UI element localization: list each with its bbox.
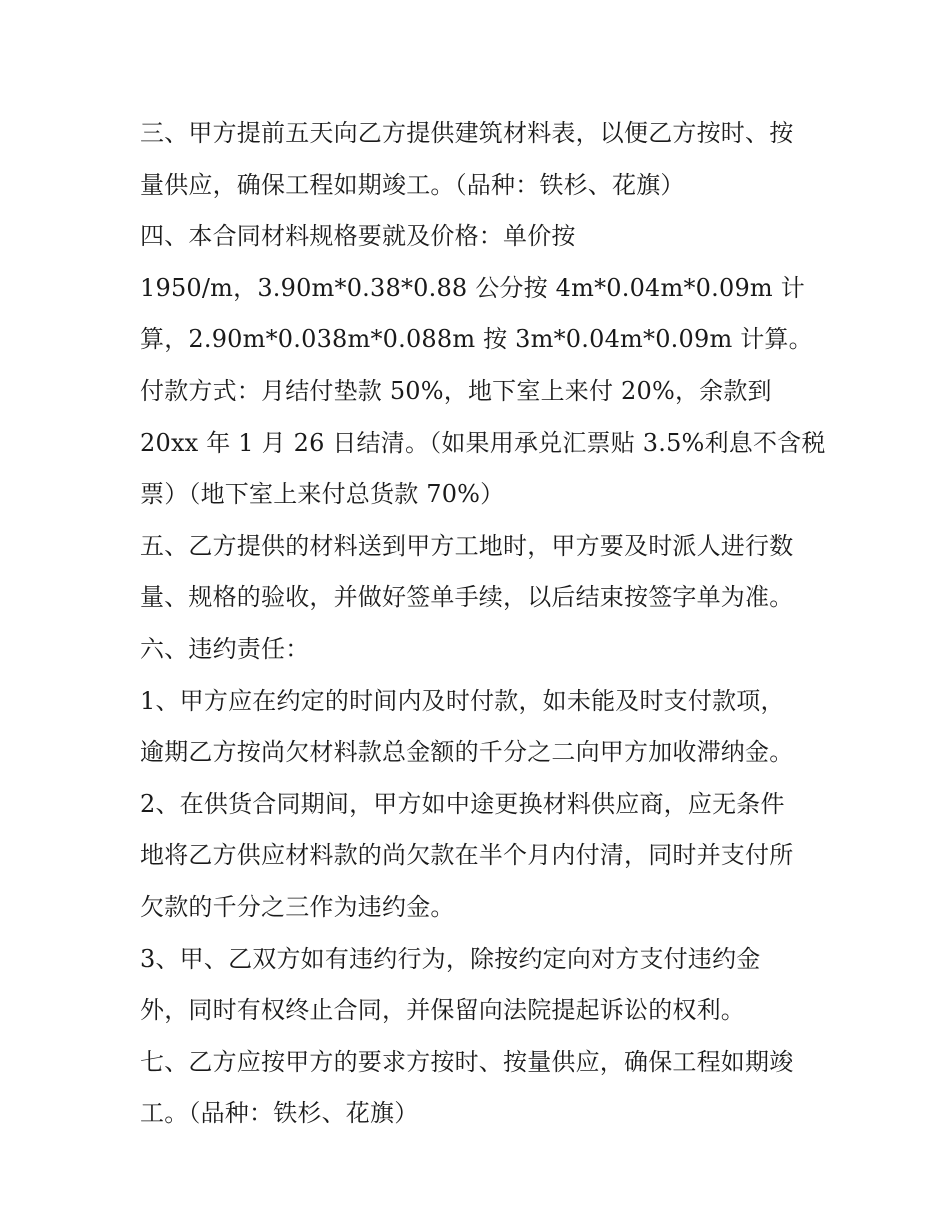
text-line: 票）（地下室上来付总货款 70%） [140, 480, 505, 509]
text-line: 地将乙方供应材料款的尚欠款在半个月内付清，同时并支付所 [140, 841, 794, 870]
text-line: 3、甲、乙双方如有违约行为，除按约定向对方支付违约金 [140, 944, 761, 973]
text-line: 七、乙方应按甲方的要求方按时、按量供应，确保工程如期竣 [140, 1047, 794, 1076]
text-line: 量供应，确保工程如期竣工。（品种：铁杉、花旗） [140, 170, 685, 199]
text-line: 量、规格的验收，并做好签单手续，以后结束按签字单为准。 [140, 583, 794, 612]
text-line: 三、甲方提前五天向乙方提供建筑材料表，以便乙方按时、按 [140, 119, 794, 147]
text-line: 欠款的千分之三作为违约金。 [140, 892, 455, 921]
text-line: 2、在供货合同期间，甲方如中途更换材料供应商，应无条件 [140, 789, 785, 818]
contract-text-block [140, 108, 830, 1140]
text-line: 六、违约责任： [140, 634, 310, 663]
text-line: 外，同时有权终止合同，并保留向法院提起诉讼的权利。 [140, 996, 745, 1025]
text-line: 逾期乙方按尚欠材料款总金额的千分之二向甲方加收滞纳金。 [140, 738, 794, 767]
text-line: 1950/m，3.90m*0.38*0.88 公分按 4m*0.04m*0.09m 计 [140, 273, 805, 302]
text-line: 工。（品种：铁杉、花旗） [140, 1099, 419, 1128]
text-line: 算，2.90m*0.038m*0.088m 按 3m*0.04m*0.09m 计算。 [140, 325, 813, 354]
text-line: 20xx 年 1 月 26 日结清。（如果用承兑汇票贴 3.5%利息不含税 [140, 428, 826, 457]
text-line: 1、甲方应在约定的时间内及时付款，如未能及时支付款项， [140, 686, 785, 715]
text-line: 四、本合同材料规格要就及价格：单价按 [140, 222, 576, 251]
text-line: 五、乙方提供的材料送到甲方工地时，甲方要及时派人进行数 [140, 531, 794, 560]
text-line: 付款方式：月结付垫款 50%，地下室上来付 20%，余款到 [140, 376, 772, 405]
